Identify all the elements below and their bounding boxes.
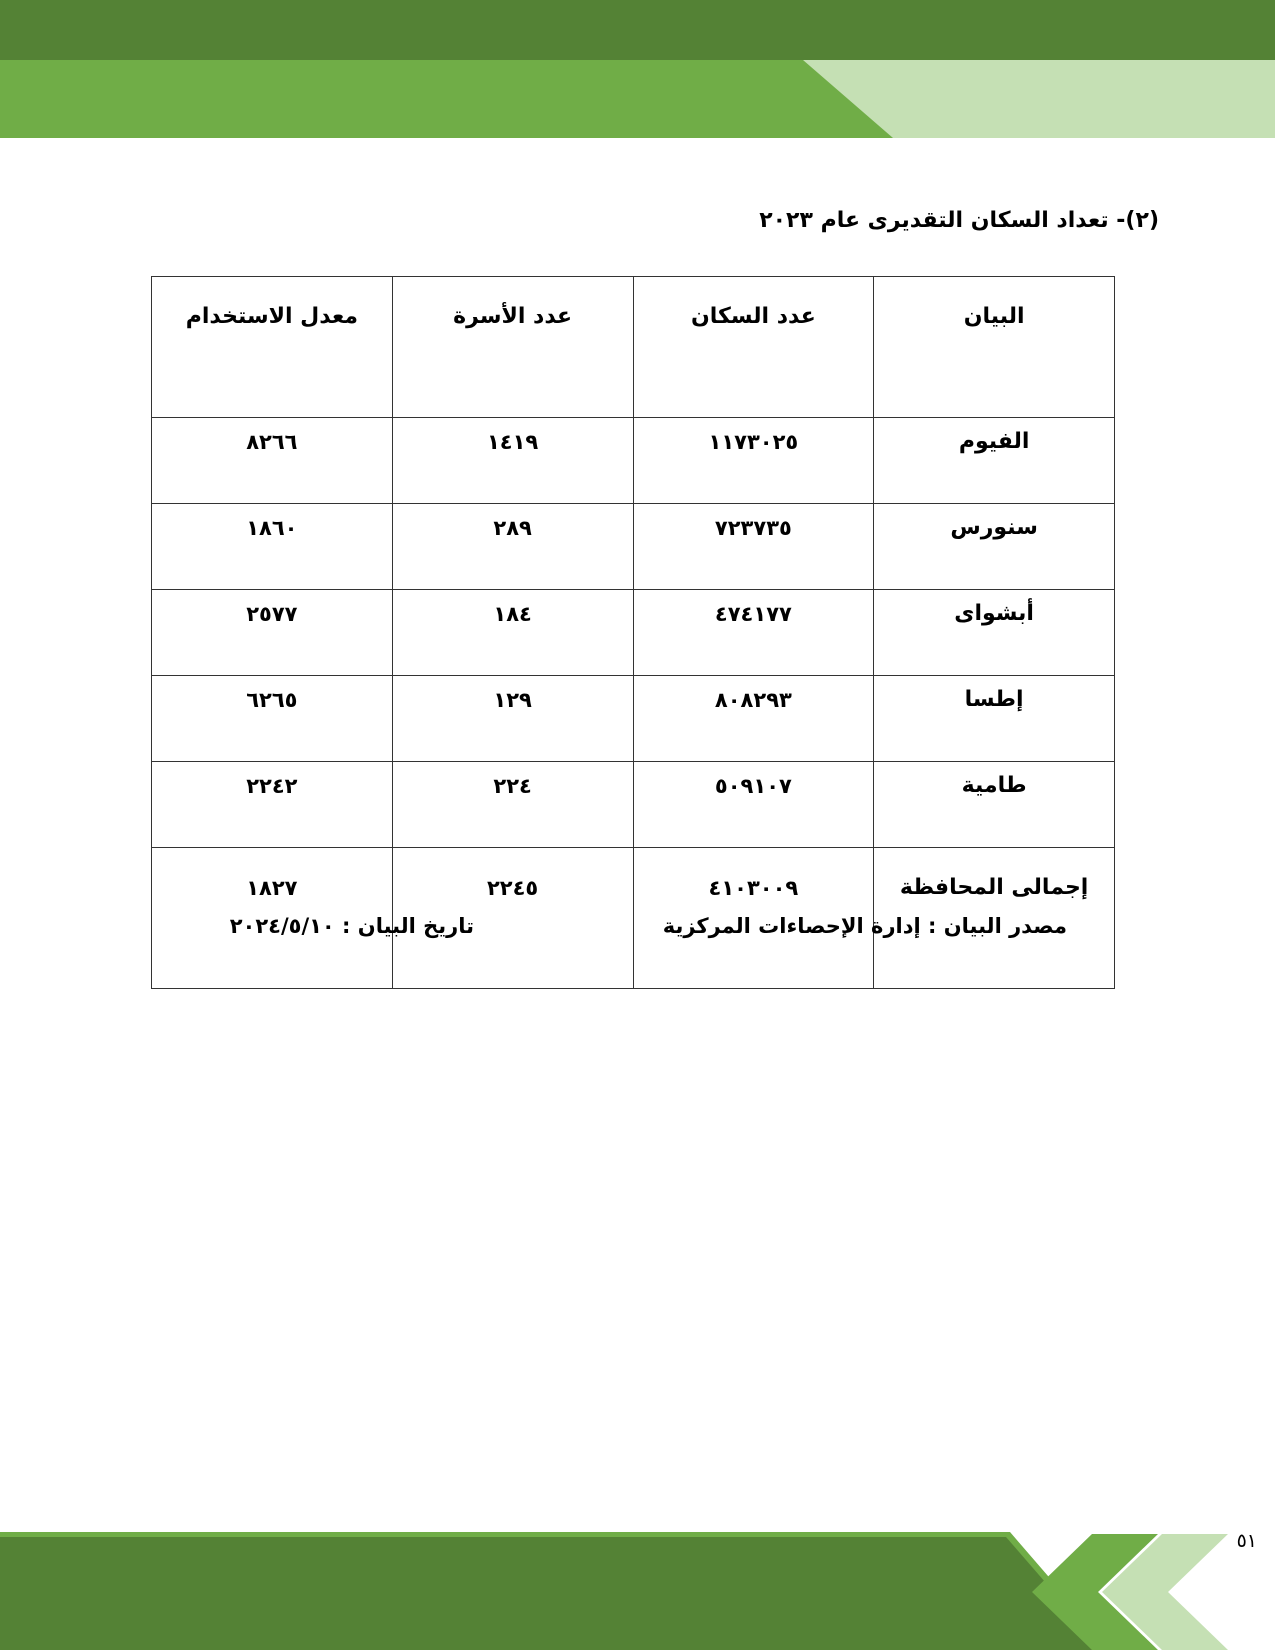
total-population: ٤١٠٣٠٠٩ <box>633 848 874 989</box>
row-population: ٧٢٣٧٣٥ <box>633 504 874 590</box>
page-number: ٥١ <box>1236 1530 1257 1552</box>
row-rate: ١٨٦٠ <box>152 504 393 590</box>
row-rate: ٢٢٤٢ <box>152 762 393 848</box>
row-population: ١١٧٣٠٢٥ <box>633 418 874 504</box>
table-row <box>152 762 1115 848</box>
table-row <box>152 676 1115 762</box>
row-label: طامية <box>874 762 1115 848</box>
row-rate: ٢٥٧٧ <box>152 590 393 676</box>
row-families: ١٤١٩ <box>392 418 633 504</box>
row-label: الفيوم <box>874 418 1115 504</box>
row-families: ١٨٤ <box>392 590 633 676</box>
header-families: عدد الأسرة <box>392 277 633 418</box>
header-band-dark <box>0 0 1275 60</box>
row-families: ١٢٩ <box>392 676 633 762</box>
table-header-row <box>152 277 1115 418</box>
data-source: مصدر البيان : إدارة الإحصاءات المركزية <box>662 914 1067 938</box>
header-banner <box>0 0 1275 140</box>
header-population: عدد السكان <box>633 277 874 418</box>
row-label: سنورس <box>874 504 1115 590</box>
row-rate: ٦٢٦٥ <box>152 676 393 762</box>
row-families: ٢٨٩ <box>392 504 633 590</box>
row-population: ٥٠٩١٠٧ <box>633 762 874 848</box>
footer-banner <box>0 1530 1275 1650</box>
row-population: ٨٠٨٢٩٣ <box>633 676 874 762</box>
table-row <box>152 504 1115 590</box>
total-families: ٢٢٤٥ <box>392 848 633 989</box>
total-rate: ١٨٢٧ <box>152 848 393 989</box>
total-label: إجمالى المحافظة <box>874 848 1115 989</box>
header-band-mid <box>0 60 893 138</box>
header-rate: معدل الاستخدام <box>152 277 393 418</box>
table-heading: (٢)- تعداد السكان التقديرى عام ٢٠٢٣ <box>759 208 1159 233</box>
data-date: تاريخ البيان : ٢٠٢٤/٥/١٠ <box>229 914 474 938</box>
footer-band-dark <box>0 1537 1104 1650</box>
row-label: إطسا <box>874 676 1115 762</box>
population-table <box>151 276 1115 989</box>
row-rate: ٨٢٦٦ <box>152 418 393 504</box>
row-population: ٤٧٤١٧٧ <box>633 590 874 676</box>
table-row <box>152 590 1115 676</box>
table-row <box>152 418 1115 504</box>
row-families: ٢٢٤ <box>392 762 633 848</box>
header-label: البيان <box>874 277 1115 418</box>
row-label: أبشواى <box>874 590 1115 676</box>
